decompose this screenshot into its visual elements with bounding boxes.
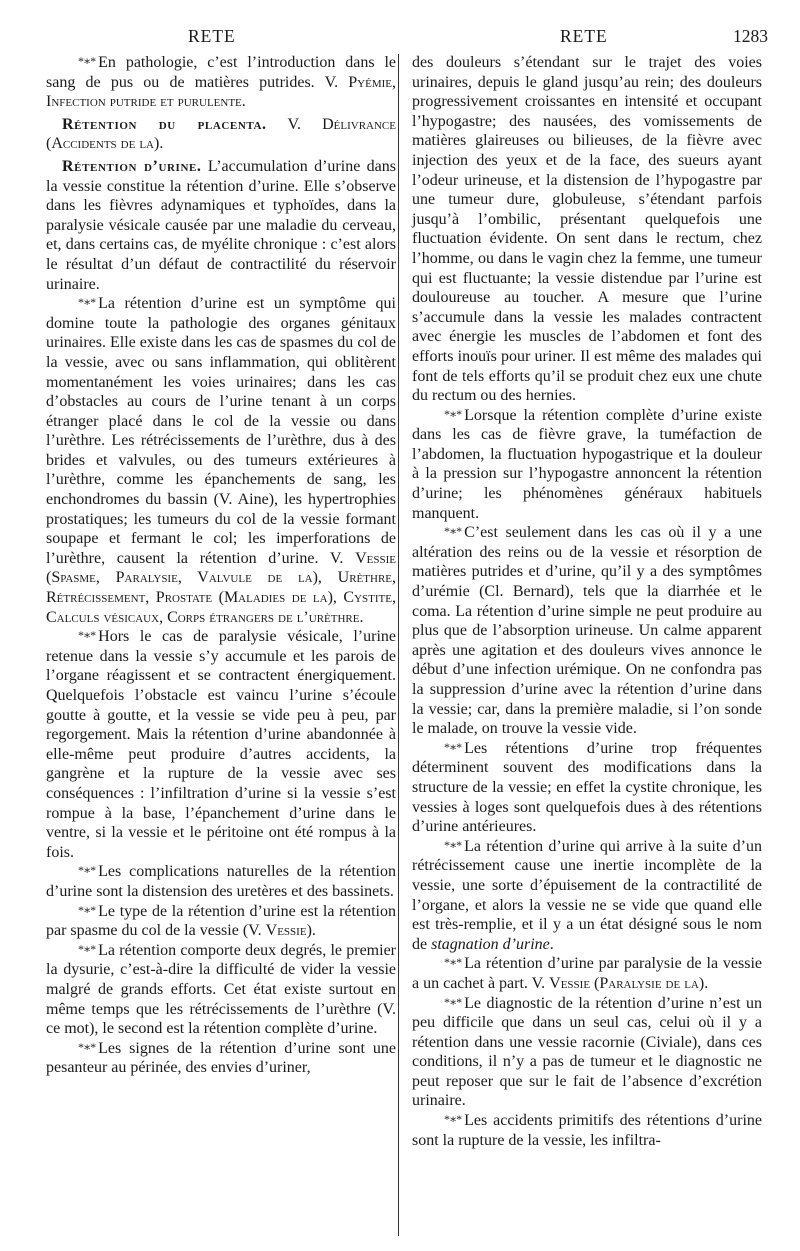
entry-placenta [46,115,396,154]
right-column [412,53,762,1150]
asterism-icon: *∗* [78,941,96,956]
paragraph-text: Les complications naturelles de la rétention d’urine sont la distension des uretères et des bassinets. [46,863,396,900]
cross-reference: Vessie (Spasme, Paralysie, Valvule de la), Urèthre, Rétrécissement, Prostate (Maladies de la), Cystite, Calculs vésicaux, Corps étrangers de l’urèthre. [46,549,396,626]
paragraph-text: C’est seulement dans les cas où il y a une altération des reins ou de la vessie et résorption de matières putrides et d’urine, qu’il y a des symptômes d’urémie (Cl. Bernard), tels que la diarrhée et le coma. La rétention d’urine simple ne peut produire au plus que de l’absorption urineuse. Un calme apparent après une agitation et des douleurs vives annonce le début d’une infection urémique. On ne confondra pas la suppression d’urine avec la rétention d’urine dans la vessie; car, dans la première maladie, si l’on sonde le malade, on trouve la vessie vide. [412,524,762,738]
paragraph [46,862,396,901]
paragraph [412,1111,762,1150]
cross-reference: Pyémie, Infection putride et purulente. [46,73,396,111]
asterism-icon: *∗* [78,863,96,878]
asterism-icon: *∗* [78,54,96,68]
cross-reference: Vessie (Paralysie de la). [549,974,709,992]
emphasis-term: stagnation d’urine [431,935,550,953]
paragraph-text: Les rétentions d’urine trop fréquentes déterminent souvent des modifications dans la structure de la vessie; en effet la cystite chronique, les vessies à loges sont quelquefois dues à des rétentions d’urine antérieures. [412,739,762,836]
asterism-icon: *∗* [78,1039,96,1054]
paragraph-text: Le diagnostic de la rétention d’urine n’est un peu difficile que dans un seul cas, celui où il y a rétention dans une vessie racornie (Civiale), dans ces conditions, il n’y a pas de tumeur et le diagnostic ne peut reposer que sur le fait de l’absence d’excrétion urinaire. [412,994,762,1110]
paragraph-text: La rétention comporte deux degrés, le premier la dysurie, c’est-à-dire la difficulté de vider la vessie malgré de grands efforts. Cet état existe surtout en même temps que les rétrécissements de l’urèthre (V. ce mot), le second est la rétention complète d’urine. [46,941,396,1038]
asterism-icon: *∗* [444,837,462,852]
paragraph [412,523,762,739]
paragraph [412,837,762,955]
entry-retention-urine [46,157,396,294]
paragraph [46,294,396,627]
asterism-icon: *∗* [444,524,462,539]
running-header [0,26,800,50]
column-divider [398,54,399,1236]
cross-reference: Délivrance (Accidents de la). [46,115,396,153]
asterism-icon: *∗* [444,739,462,754]
header-right-title: RETE [560,26,608,46]
paragraph-text: Le type de la rétention d’urine est la rétention par spasme du col de la vessie (V. [46,902,396,940]
paragraph [46,941,396,1039]
paragraph-text: Les accidents primitifs des rétentions d’urine sont la rupture de la vessie, les infiltra- [412,1112,762,1149]
left-column [46,53,396,1078]
cross-reference: Vessie [265,922,307,940]
paragraph-text-tail: ). [306,922,316,940]
paragraph [46,627,396,862]
asterism-icon: *∗* [444,955,462,970]
paragraph-text: Hors le cas de paralysie vésicale, l’urine retenue dans la vessie s’y accumule et les parois de l’organe réagissent et se contractent énergiquement. Quelquefois l’obstacle est vaincu l’urine s’écoule goutte à goutte, et la vessie se vide peu à peu, par regorgement. Mais la rétention d’urine abandonnée à elle-même peut produire d’autres accidents, la gangrène et la rupture de la vessie avec ses conséquences : l’infiltration d’urine si la vessie s’est rompue à la base, l’épanchement d’urine dans le ventre, si la vessie et le péritoine ont été rompus à la fois. [46,628,396,861]
asterism-icon: *∗* [78,295,96,310]
paragraph [412,994,762,1112]
paragraph-text: La rétention d’urine est un symptôme qui domine toute la pathologie des organes génitaux urinaires. Elle existe dans les cas de spasmes du col de la vessie, avec ou sans inflammation, qui oblitèrent momentanément les voies urinaires; dans les cas d’obstacles au cours de l’urine tenant à un corps étranger placé dans le col de la vessie ou dans l’urèthre. Les rétrécissements de l’urèthre, dus à des brides et valvules, ou des tumeurs extérieures à l’urèthre, comme les épanchements de sang, les enchondromes du bassin (V. Aine), les hypertrophies prostatiques; les tumeurs du col de la vessie formant soupape et fermant le col; les imperforations de l’urèthre, causent la rétention d’urine. V. [46,295,396,567]
page-number: 1283 [733,26,768,46]
paragraph-text: V. [266,115,323,133]
asterism-icon: *∗* [78,628,96,643]
paragraph-text: des douleurs s’étendant sur le trajet des voies urinaires, depuis le gland jusqu’au rein; des douleurs progressivement croissantes en intensité et occupant l’hypogastre; des nausées, des vomissements de matières glaireuses ou bilieuses, de la fièvre avec injection des yeux et de la face, des sueurs ayant l’odeur urineuse, et la distension de l’hypogastre par une tumeur dure, globuleuse, s’étendant parfois jusqu’à l’ombilic, présentant quelquefois une fluctuation évidente. On sent dans le rectum, chez l’homme, ou dans le vagin chez la femme, une tumeur qui est fluctuante; la vessie distendue par l’urine est douloureuse au toucher. A mesure que l’urine s’accumule dans la vessie les malades contractent avec énergie les muscles de l’abdomen et font des efforts inouïs pour uriner. Il est même des malades qui font de tels efforts qu’il se produit chez eux une chute du rectum ou des hernies. [412,54,762,405]
paragraph [46,1039,396,1078]
paragraph-text: L’accumulation d’urine dans la vessie constitue la rétention d’urine. Elle s’observe dans les fièvres adynamiques et typhoïdes, dans la paralysie vésicale causée par une maladie du cerveau, et, dans certains cas, de myélite chronique : c’est alors le résultat d’un défaut de contractilité du réservoir urinaire. [46,157,396,293]
asterism-icon: *∗* [444,406,462,421]
asterism-icon: *∗* [78,902,96,917]
paragraph [412,406,762,524]
paragraph [412,53,762,406]
header-left-title: RETE [188,26,236,46]
entry-heading: Rétention du placenta. [62,115,267,133]
paragraph-text: La rétention d’urine qui arrive à la suite d’un rétrécissement cause une inertie incomplète de la vessie, une sorte d’épuisement de la contractilité de l’organe, et alors la vessie ne se vide que quand elle est très-remplie, et il y a un état désigné sous le nom de [412,837,762,953]
paragraph [412,739,762,837]
paragraph [46,53,396,112]
paragraph-text: La rétention d’urine par paralysie de la vessie a un cachet à part. V. [412,955,762,992]
paragraph-text: Lorsque la rétention complète d’urine existe dans les cas de fièvre grave, la tuméfaction de l’abdomen, la fluctuation hypogastrique et la douleur à la pression sur l’hypogastre annoncent la rétention d’urine; les phénomènes généraux habituels manquent. [412,406,762,522]
paragraph-text: En pathologie, c’est l’introduction dans le sang de pus ou de matières putrides. V. [46,54,396,91]
paragraph-text-tail: . [549,935,554,953]
asterism-icon: *∗* [444,994,462,1009]
paragraph [412,954,762,993]
entry-heading: Rétention d’urine. [62,157,202,175]
asterism-icon: *∗* [444,1112,462,1127]
paragraph [46,902,396,941]
paragraph-text: Les signes de la rétention d’urine sont une pesanteur au périnée, des envies d’uriner, [46,1039,396,1077]
